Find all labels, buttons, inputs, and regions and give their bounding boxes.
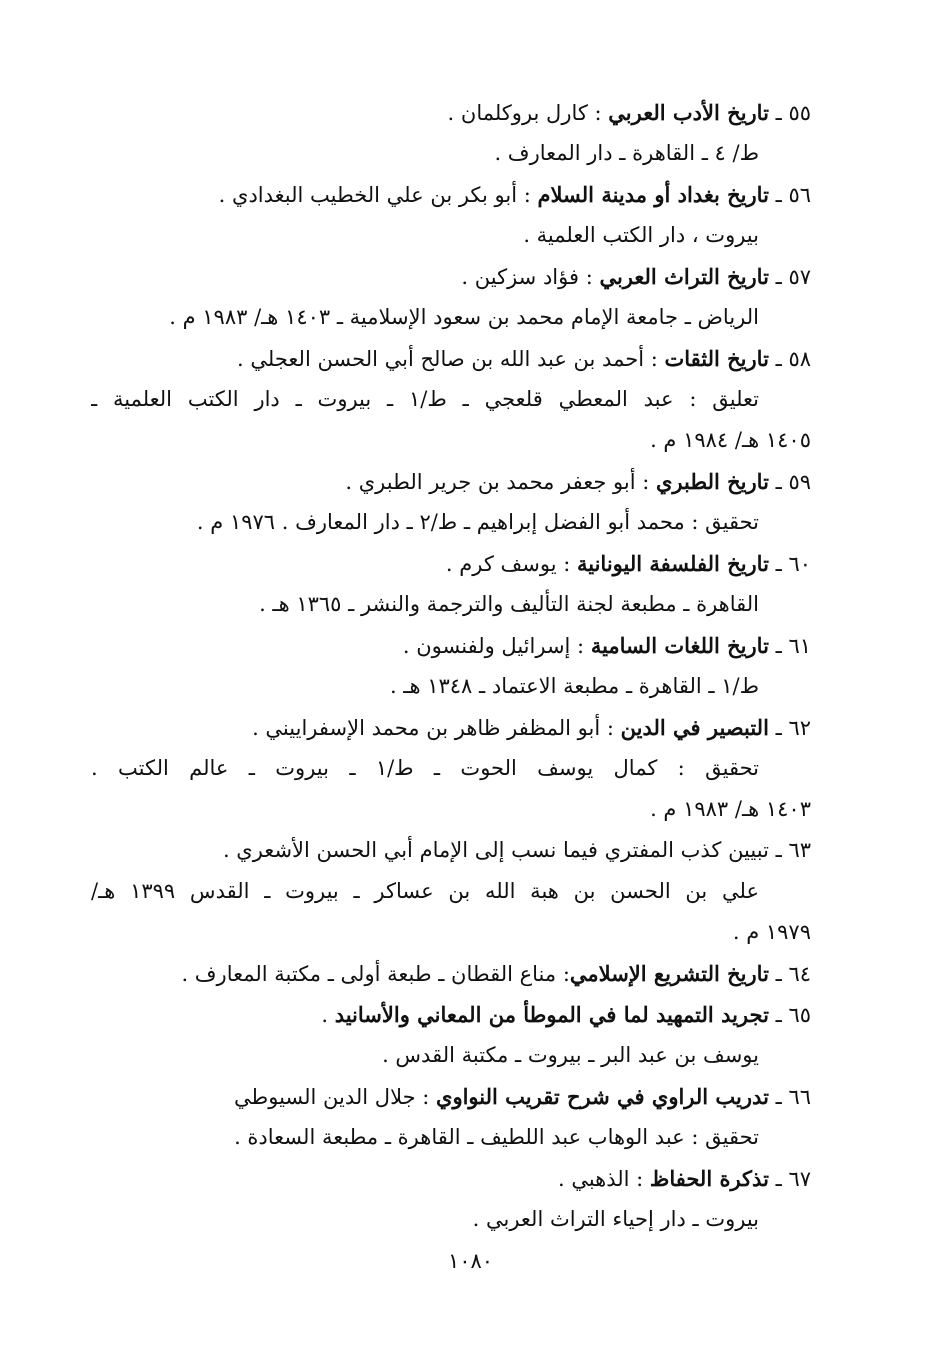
entry-number: ٥٦ ـ: [775, 183, 811, 207]
bibliography-entry: [91, 174, 811, 256]
entry-title: التبصير في الدين: [620, 715, 769, 740]
entry-publication-continued: ١٩٧٩ م .: [732, 920, 811, 944]
entry-author: : الذهبي .: [557, 1167, 650, 1191]
bibliography-entry: [91, 461, 811, 543]
entry-heading: [91, 625, 811, 666]
entry-publication: ط/١ ـ القاهرة ـ مطبعة الاعتماد ـ ١٣٤٨ هـ .: [389, 674, 759, 698]
entry-number: ٦٣ ـ: [775, 838, 811, 862]
entry-number: ٦١ ـ: [775, 634, 811, 658]
entry-number: ٦٧ ـ: [775, 1167, 811, 1191]
bibliography-entry: [91, 994, 811, 1076]
entry-author: : أبو بكر بن علي الخطيب البغدادي .: [218, 183, 538, 207]
entry-publication: تعليق : عبد المعطي قلعجي ـ ط/١ ـ بيروت ـ دار الكتب العلمية ـ: [91, 387, 759, 411]
bibliography-entry: [91, 92, 811, 174]
entry-author: : أبو جعفر محمد بن جرير الطبري .: [345, 470, 656, 494]
entry-heading: [91, 338, 811, 379]
entry-number: ٦٤ ـ: [775, 962, 811, 986]
entry-number: ٥٧ ـ: [775, 265, 811, 289]
entry-heading: [91, 461, 811, 502]
entry-number: ٦٦ ـ: [775, 1085, 811, 1109]
entry-heading: [91, 543, 811, 584]
entry-number: ٦٢ ـ: [775, 716, 811, 740]
entry-publication-continued: ١٤٠٥ هـ/ ١٩٨٤ م .: [650, 428, 811, 452]
entry-title: تبيين كذب المفتري فيما نسب إلى الإمام أبي الحسن الأشعري .: [222, 838, 769, 862]
bibliography-entry: [91, 707, 811, 830]
entry-number: ٦٠ ـ: [775, 552, 811, 576]
entry-heading: [91, 1158, 811, 1199]
entry-heading: [91, 1076, 811, 1117]
bibliography-entry: [91, 1076, 811, 1158]
entry-title: تاريخ التشريع الإسلامي: [569, 961, 769, 986]
entry-author: : أبو المظفر ظاهر بن محمد الإسفراييني .: [252, 716, 621, 740]
entry-author: : مناع القطان ـ طبعة أولى ـ مكتبة المعارف .: [181, 962, 570, 986]
entry-heading: [91, 174, 811, 215]
entry-publication: علي بن الحسن بن هبة الله بن عساكر ـ بيروت ـ القدس ١٣٩٩ هـ/: [91, 879, 760, 903]
entry-heading: [91, 953, 811, 994]
entry-title: تاريخ الطبري: [656, 469, 769, 494]
bibliography-entry: [91, 543, 811, 625]
entry-author: : جلال الدين السيوطي: [234, 1085, 437, 1109]
bibliography-entry: [91, 1158, 811, 1240]
entry-title: تاريخ الفلسفة اليونانية: [576, 551, 769, 576]
entry-title: تاريخ اللغات السامية: [590, 633, 769, 658]
bibliography-entry: [91, 953, 811, 994]
entry-publication: تحقيق : محمد أبو الفضل إبراهيم ـ ط/٢ ـ دار المعارف . ١٩٧٦ م .: [196, 510, 759, 534]
entry-author: : يوسف كرم .: [445, 552, 577, 576]
entry-title: تاريخ الثقات: [664, 346, 769, 371]
entry-title: تاريخ التراث العربي: [599, 264, 769, 289]
entry-author: : إسرائيل ولفنسون .: [402, 634, 591, 658]
bibliography-entry: [91, 625, 811, 707]
entry-publication: بيروت ـ دار إحياء التراث العربي .: [472, 1207, 759, 1231]
entry-publication: بيروت ، دار الكتب العلمية .: [523, 223, 759, 247]
entry-publication: الرياض ـ جامعة الإمام محمد بن سعود الإسلامية ـ ١٤٠٣ هـ/ ١٩٨٣ م .: [169, 305, 759, 329]
entry-number: ٦٥ ـ: [775, 1003, 811, 1027]
entry-heading: [91, 994, 811, 1035]
entry-heading: [91, 92, 811, 133]
entry-title: تدريب الراوي في شرح تقريب النواوي: [436, 1084, 769, 1109]
entry-title: تاريخ الأدب العربي: [608, 100, 769, 125]
bibliography-list: [91, 92, 811, 1240]
entry-heading: [91, 256, 811, 297]
entry-author: : فؤاد سزكين .: [461, 265, 600, 289]
entry-author: : أحمد بن عبد الله بن صالح أبي الحسن العجلي .: [237, 347, 665, 371]
entry-title: تجريد التمهيد لما في الموطأ من المعاني والأسانيد: [334, 1002, 769, 1027]
entry-heading: [91, 707, 811, 748]
entry-number: ٥٥ ـ: [775, 101, 811, 125]
bibliography-entry: [91, 338, 811, 461]
entry-publication: تحقيق : عبد الوهاب عبد اللطيف ـ القاهرة ـ مطبعة السعادة .: [234, 1125, 759, 1149]
entry-number: ٥٨ ـ: [775, 347, 811, 371]
entry-title: تذكرة الحفاظ: [649, 1166, 769, 1191]
entry-author: : كارل بروكلمان .: [447, 101, 609, 125]
entry-publication: القاهرة ـ مطبعة لجنة التأليف والترجمة والنشر ـ ١٣٦٥ هـ .: [259, 592, 759, 616]
entry-publication: تحقيق : كمال يوسف الحوت ـ ط/١ ـ بيروت ـ عالم الكتب .: [91, 756, 759, 780]
bibliography-entry: [91, 256, 811, 338]
entry-author: .: [321, 1003, 335, 1027]
entry-publication-continued: ١٤٠٣ هـ/ ١٩٨٣ م .: [650, 797, 811, 821]
bibliography-entry: [91, 830, 811, 953]
page-number: ١٠٨٠: [447, 1249, 494, 1273]
entry-publication: ط/ ٤ ـ القاهرة ـ دار المعارف .: [494, 141, 759, 165]
entry-heading: [91, 830, 811, 871]
entry-title: تاريخ بغداد أو مدينة السلام: [537, 182, 769, 207]
entry-number: ٥٩ ـ: [775, 470, 811, 494]
entry-publication: يوسف بن عبد البر ـ بيروت ـ مكتبة القدس .: [382, 1043, 759, 1067]
